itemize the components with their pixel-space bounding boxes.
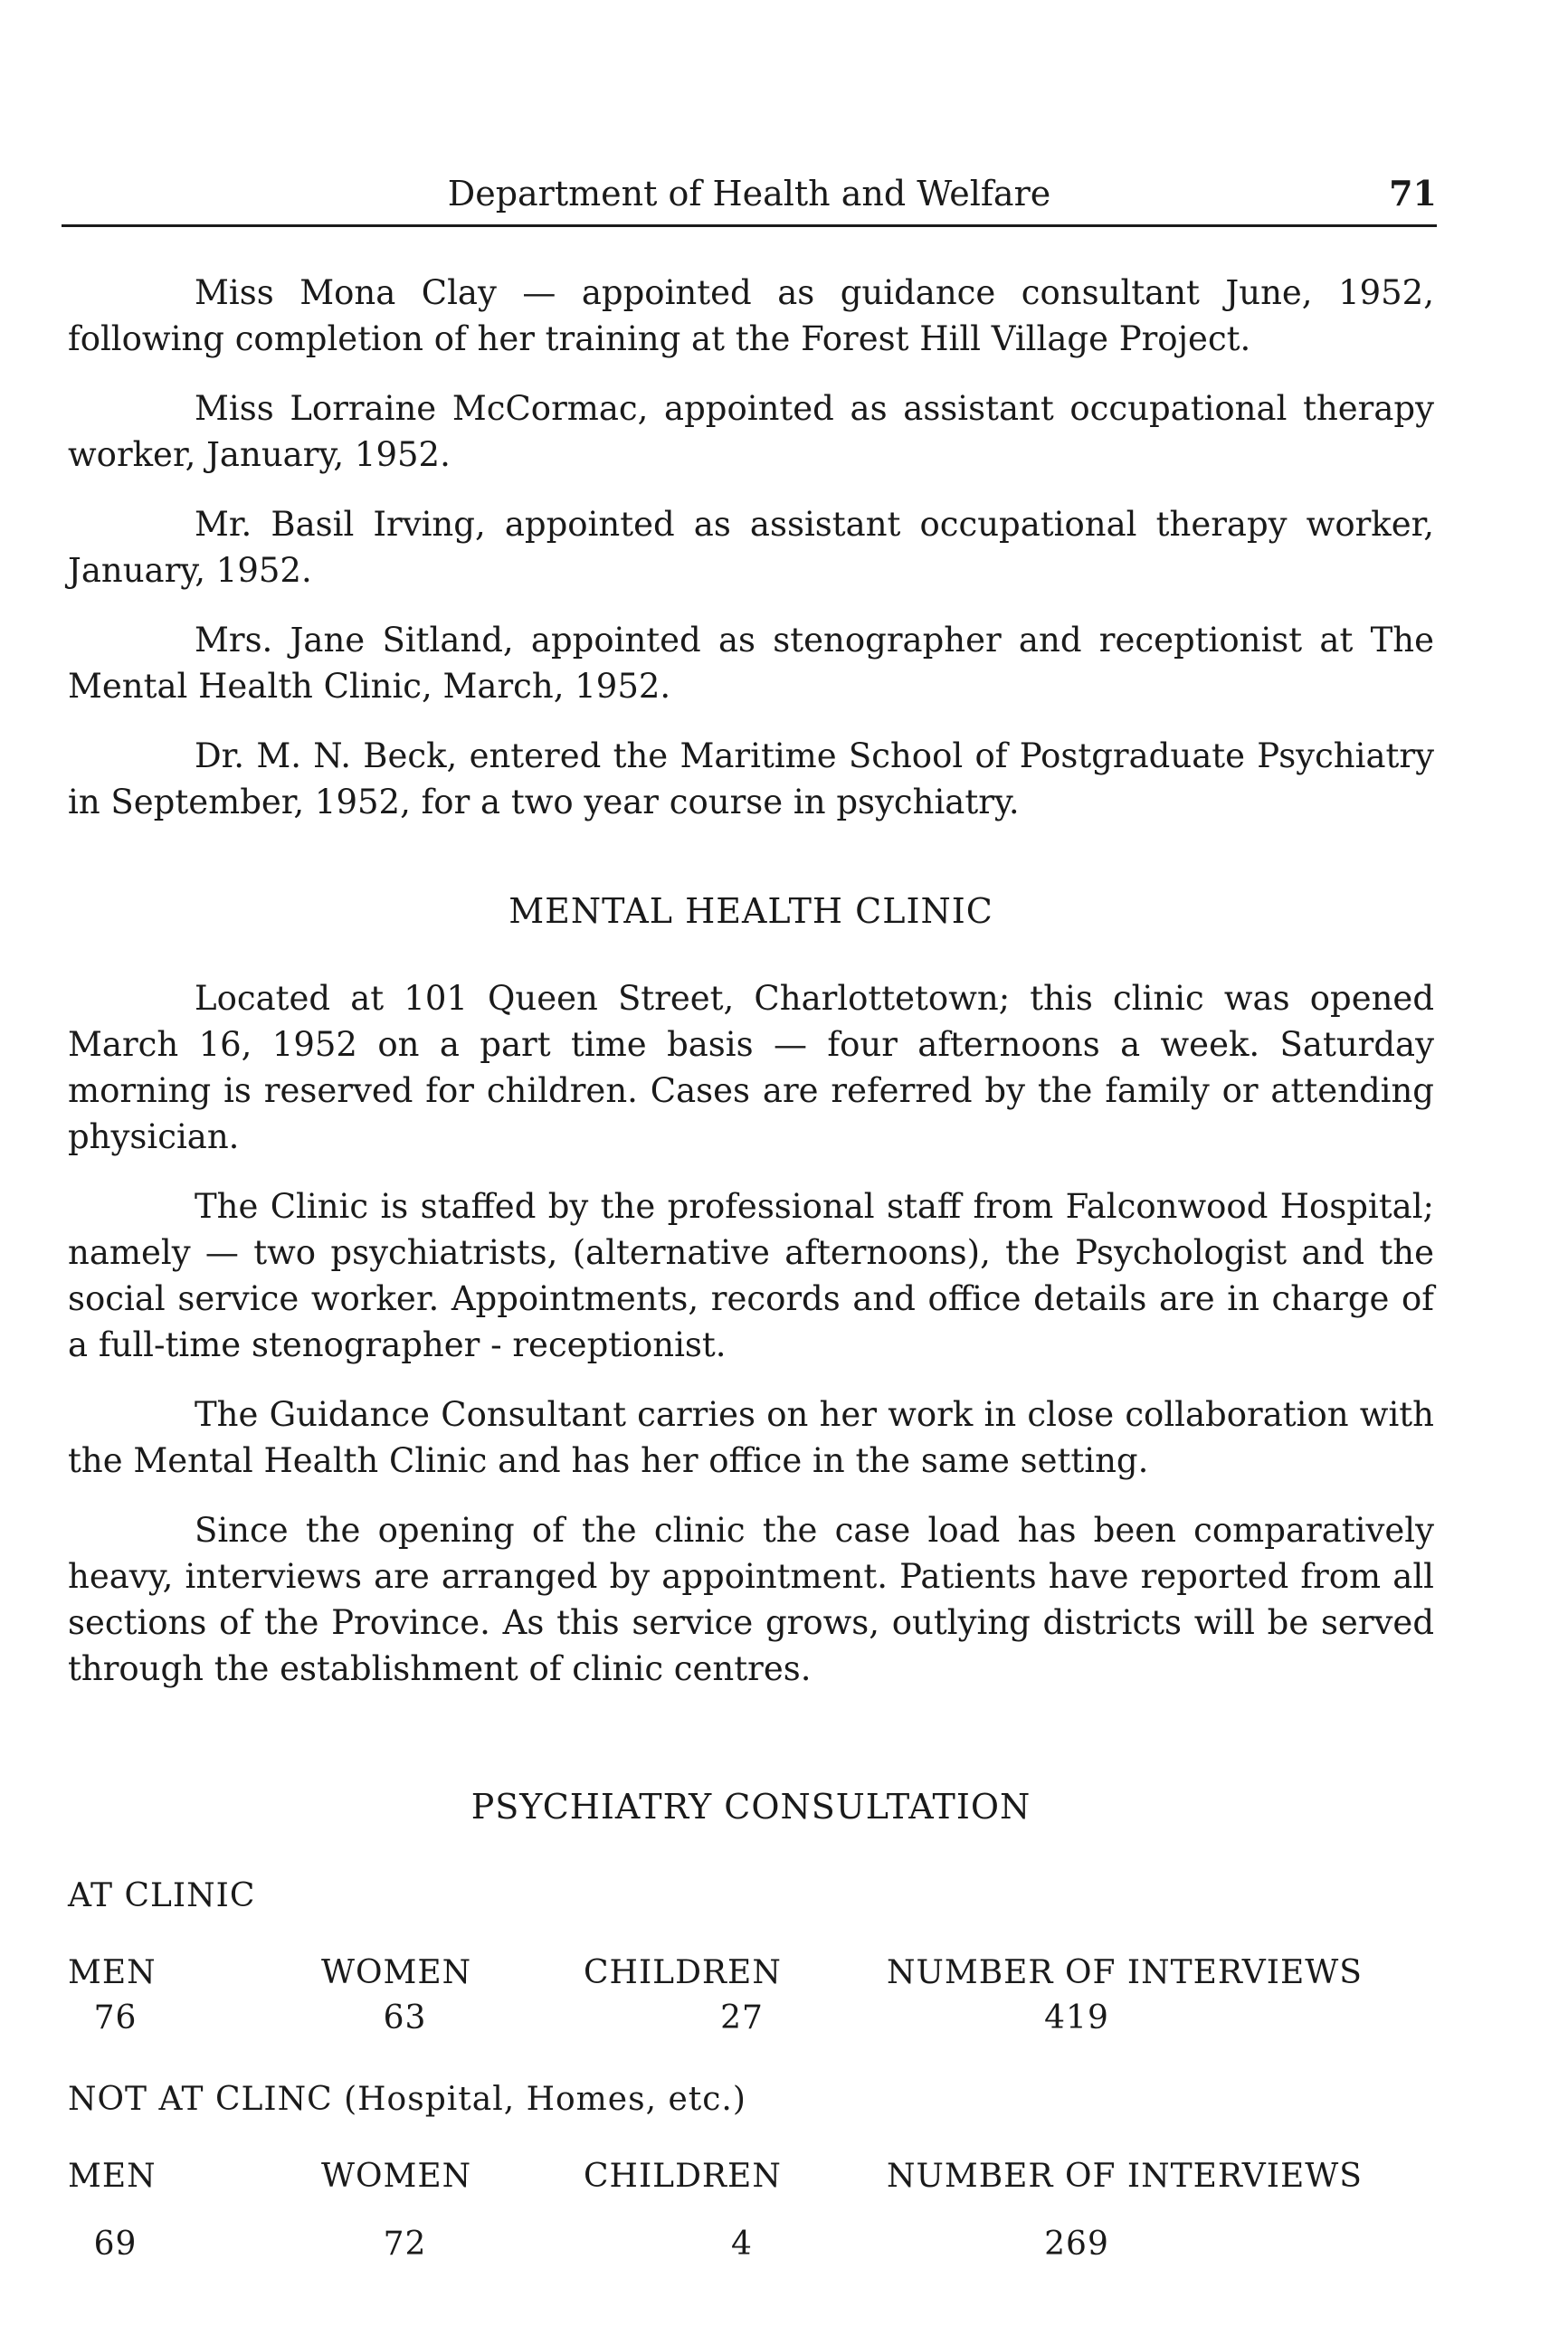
page-number: 71 <box>1389 173 1437 214</box>
clinic-paragraph: The Guidance Consultant carries on her work in close collaboration with the Mental Health Clinic and has her office in the same setting. <box>68 1395 1434 1480</box>
not-at-clinic-value-row <box>68 2226 1443 2271</box>
column-header: NUMBER OF INTERVIEWS <box>887 1954 1363 1991</box>
staff-paragraph: Mr. Basil Irving, appointed as assistant occupational therapy worker, January, 1952. <box>68 505 1434 590</box>
staff-paragraph: Mrs. Jane Sitland, appointed as stenographer and receptionist at The Mental Health Clinic, March, 1952. <box>68 621 1434 706</box>
column-header: CHILDREN <box>584 1954 782 1991</box>
not-at-clinic-label: NOT AT CLINC (Hospital, Homes, etc.) <box>68 2081 746 2118</box>
consultation-heading: PSYCHIATRY CONSULTATION <box>470 1787 1031 1827</box>
table-cell: 269 <box>1044 2226 1109 2263</box>
clinic-paragraph: The Clinic is staffed by the professional staff from Falconwood Hospital; namely — two psychiatrists, (alternative afternoons), the Psychologist and the social service worker. Appointments, records and office details are in charge of a full-time stenographer - receptionist. <box>68 1187 1434 1364</box>
column-header: MEN <box>68 2158 157 2195</box>
clinic-body <box>68 975 1434 1715</box>
staff-paragraph: Dr. M. N. Beck, entered the Maritime School of Postgraduate Psychiatry in September, 1952, for a two year course in psychiatry. <box>68 736 1434 821</box>
column-header: CHILDREN <box>584 2158 782 2195</box>
running-title: Department of Health and Welfare <box>447 174 1051 214</box>
table-cell: 27 <box>720 1999 764 2036</box>
table-cell: 72 <box>383 2226 427 2263</box>
column-header: NUMBER OF INTERVIEWS <box>887 2158 1363 2195</box>
not-at-clinic-header-row <box>68 2158 1443 2203</box>
table-cell: 63 <box>383 1999 427 2036</box>
column-header: WOMEN <box>321 1954 472 1991</box>
staff-paragraph: Miss Lorraine McCormac, appointed as assistant occupational therapy worker, January, 1952. <box>68 389 1434 474</box>
column-header: MEN <box>68 1954 157 1991</box>
table-cell: 419 <box>1044 1999 1109 2036</box>
table-cell: 69 <box>93 2226 138 2263</box>
at-clinic-label: AT CLINIC <box>68 1877 256 1914</box>
clinic-paragraph: Since the opening of the clinic the case load has been comparatively heavy, interviews are arranged by appointment. Patients have reported from all sections of the Province. As this service grows, outlying districts will be served through the establishment of clinic centres. <box>68 1511 1434 1688</box>
staff-appointments <box>68 270 1434 849</box>
table-cell: 4 <box>731 2226 753 2263</box>
staff-paragraph: Miss Mona Clay — appointed as guidance consultant June, 1952, following completion of her training at the Forest Hill Village Project. <box>68 273 1434 358</box>
at-clinic-header-row <box>68 1954 1443 1999</box>
at-clinic-value-row <box>68 1999 1443 2045</box>
table-cell: 76 <box>93 1999 138 2036</box>
column-header: WOMEN <box>321 2158 472 2195</box>
running-head <box>62 170 1437 227</box>
clinic-paragraph: Located at 101 Queen Street, Charlottetown; this clinic was opened March 16, 1952 on a part time basis — four afternoons a week. Saturday morning is reserved for children. Cases are referred by the family or attending physician. <box>68 979 1434 1156</box>
clinic-heading: MENTAL HEALTH CLINIC <box>508 891 993 931</box>
